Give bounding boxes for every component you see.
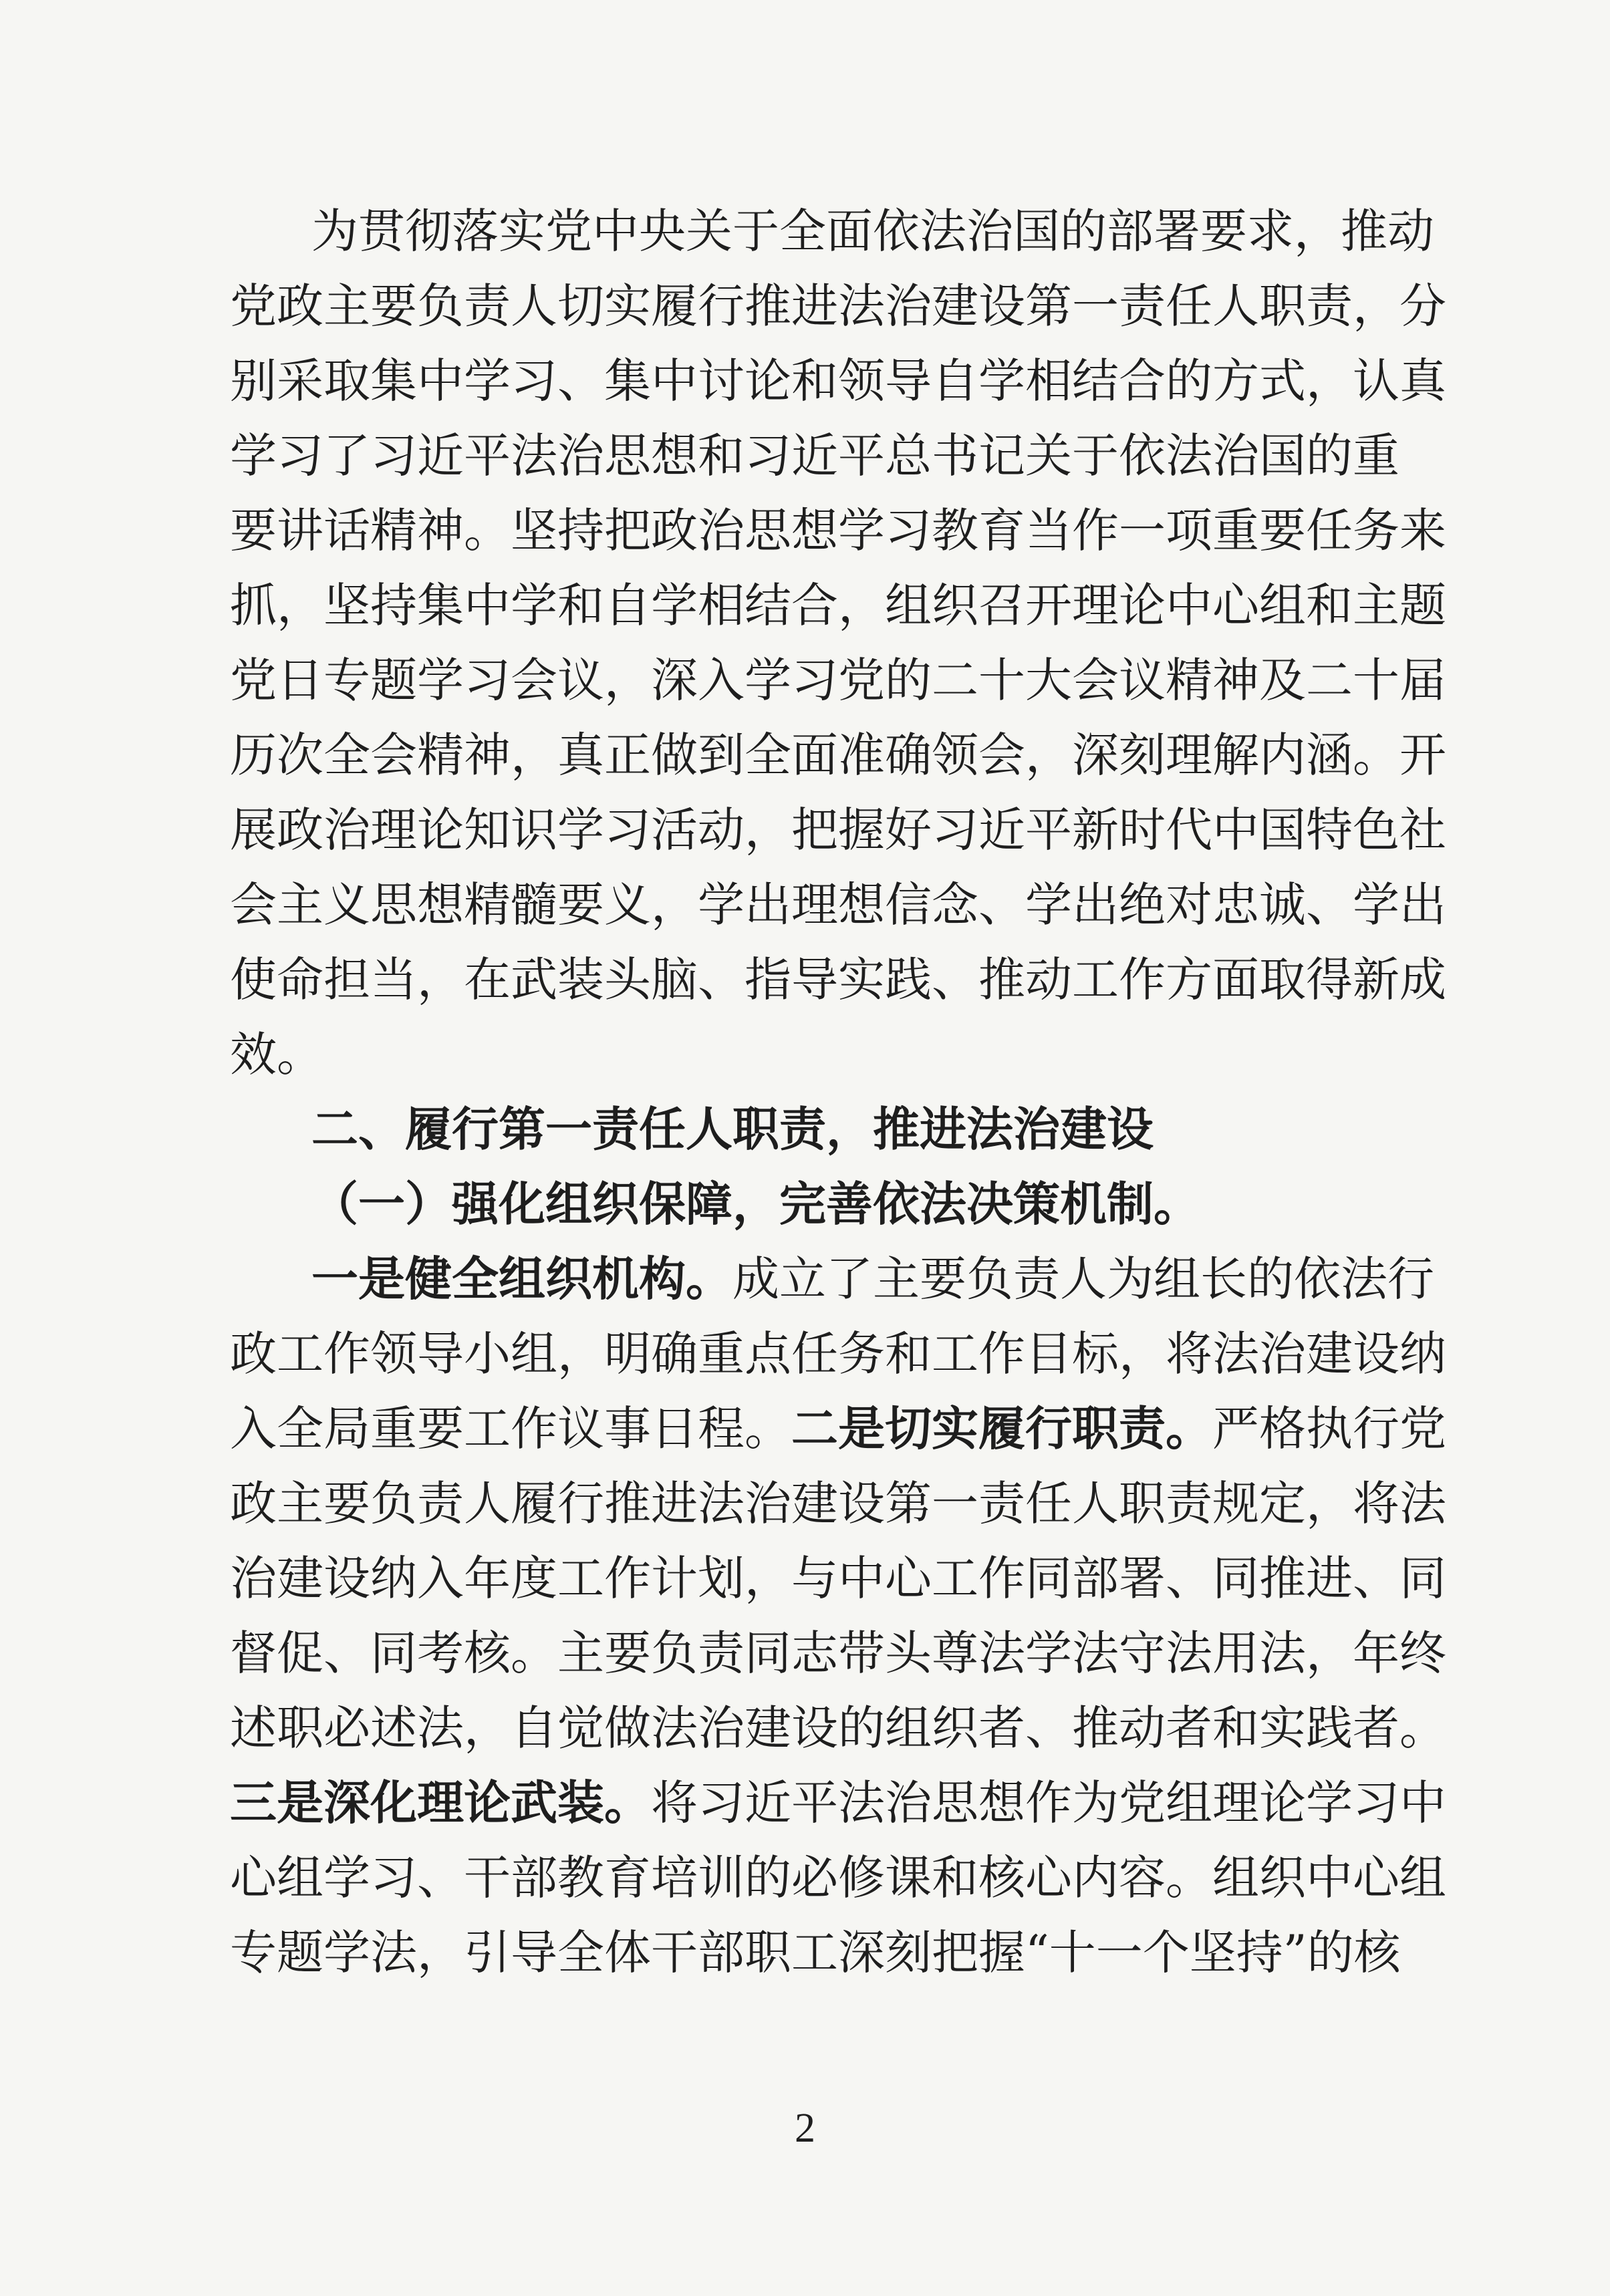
text-line	[230, 867, 1446, 942]
text-line	[230, 793, 1446, 867]
text-segment: 严格执行党	[1212, 1401, 1446, 1456]
text-segment: 入全局重要工作议事日程。	[230, 1401, 791, 1456]
text-line	[230, 1466, 1446, 1541]
page-number: 2	[795, 2106, 815, 2151]
text-line	[230, 1092, 1374, 1167]
text-line	[230, 418, 1399, 493]
text-line	[230, 1242, 1434, 1316]
text-line	[230, 1017, 1374, 1092]
text-segment: 展政治理论知识学习活动，把握好习近平新时代中国特色社	[230, 803, 1446, 857]
text-line	[230, 568, 1446, 643]
bold-text-segment: 三是深化理论武装。	[230, 1775, 651, 1830]
text-line	[230, 1316, 1446, 1391]
text-line	[230, 1691, 1446, 1765]
text-segment: 使命担当，在武装头脑、指导实践、推动工作方面取得新成	[230, 952, 1446, 1007]
bold-text-segment: 一是健全组织机构。	[311, 1251, 732, 1306]
bold-text-segment: 二、履行第一责任人职责，推进法治建设	[311, 1101, 1154, 1157]
bold-text-segment: 二是切实履行职责。	[791, 1401, 1212, 1456]
text-line	[230, 194, 1434, 269]
text-segment: 专题学法，引导全体干部职工深刻把握“十一个坚持”的核	[230, 1925, 1401, 1980]
text-segment: 心组学习、干部教育培训的必修课和核心内容。组织中心组	[230, 1850, 1446, 1905]
text-segment: 督促、同考核。主要负责同志带头尊法学法守法用法，年终	[230, 1626, 1446, 1681]
text-line	[230, 343, 1446, 418]
text-segment: 学习了习近平法治思想和习近平总书记关于依法治国的重	[230, 428, 1399, 483]
text-line	[230, 1616, 1446, 1691]
text-line	[230, 493, 1446, 568]
text-line	[230, 1391, 1446, 1466]
text-line	[230, 1840, 1446, 1915]
text-segment: 别采取集中学习、集中讨论和领导自学相结合的方式，认真	[230, 353, 1446, 408]
text-line	[230, 643, 1446, 718]
text-segment: 成立了主要负责人为组长的依法行	[732, 1252, 1434, 1306]
text-segment: 将习近平法治思想作为党组理论学习中	[651, 1775, 1446, 1830]
text-line	[230, 1915, 1401, 1990]
text-segment: 为贯彻落实党中央关于全面依法治国的部署要求，推动	[311, 204, 1434, 259]
text-segment: 党日专题学习会议，深入学习党的二十大会议精神及二十届	[230, 653, 1446, 708]
text-line	[230, 718, 1446, 793]
bold-text-segment: （一）强化组织保障，完善依法决策机制。	[311, 1176, 1200, 1232]
text-line	[230, 1541, 1446, 1616]
text-line	[230, 1167, 1374, 1242]
text-line	[230, 269, 1446, 343]
text-segment: 要讲话精神。坚持把政治思想学习教育当作一项重要任务来	[230, 503, 1446, 558]
text-segment: 抓，坚持集中学和自学相结合，组织召开理论中心组和主题	[230, 578, 1446, 633]
text-segment: 述职必述法，自觉做法治建设的组织者、推动者和实践者。	[230, 1701, 1446, 1755]
text-line	[230, 1765, 1446, 1840]
text-segment: 效。	[230, 1027, 323, 1082]
document-body	[230, 194, 1446, 1990]
text-line	[230, 942, 1446, 1017]
text-segment: 治建设纳入年度工作计划，与中心工作同部署、同推进、同	[230, 1551, 1446, 1606]
text-segment: 政工作领导小组，明确重点任务和工作目标，将法治建设纳	[230, 1326, 1446, 1381]
text-segment: 党政主要负责人切实履行推进法治建设第一责任人职责，分	[230, 279, 1446, 333]
text-segment: 会主义思想精髓要义，学出理想信念、学出绝对忠诚、学出	[230, 877, 1446, 932]
text-segment: 历次全会精神，真正做到全面准确领会，深刻理解内涵。开	[230, 728, 1446, 782]
text-segment: 政主要负责人履行推进法治建设第一责任人职责规定，将法	[230, 1476, 1446, 1531]
